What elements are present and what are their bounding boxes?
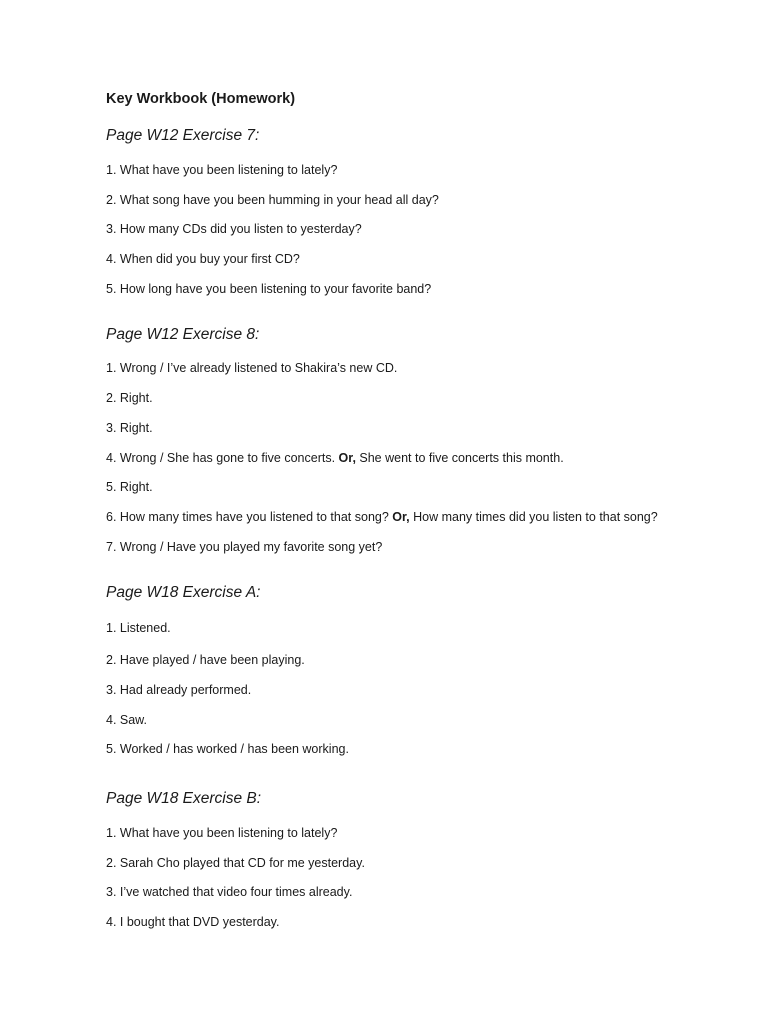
answer-line: 2. Have played / have been playing. <box>106 653 305 667</box>
answer-line: 1. What have you been listening to lately? <box>106 826 338 840</box>
answer-line: 4. I bought that DVD yesterday. <box>106 915 280 929</box>
answer-line: 5. How long have you been listening to your favorite band? <box>106 282 432 296</box>
answer-line: 4. When did you buy your first CD? <box>106 252 300 266</box>
answer-line: 1. Wrong / I’ve already listened to Shakira’s new CD. <box>106 361 398 375</box>
answer-line: 7. Wrong / Have you played my favorite song yet? <box>106 540 383 554</box>
answer-line: 1. What have you been listening to lately? <box>106 163 338 177</box>
answer-line <box>106 510 658 524</box>
answer-text: She went to five concerts this month. <box>355 451 564 465</box>
answer-text: How many times did you listen to that song? <box>409 510 658 524</box>
or-emphasis: Or, <box>338 451 356 465</box>
answer-line: 5. Right. <box>106 480 153 494</box>
answer-line: 3. Right. <box>106 421 153 435</box>
answer-line: 3. I’ve watched that video four times already. <box>106 885 353 899</box>
answer-line: 3. How many CDs did you listen to yesterday? <box>106 222 362 236</box>
answer-line: 3. Had already performed. <box>106 683 252 697</box>
answer-line: 1. Listened. <box>106 621 171 635</box>
document-title: Key Workbook (Homework) <box>106 91 296 107</box>
answer-line: 5. Worked / has worked / has been working. <box>106 742 349 756</box>
section-heading-w18-exB: Page W18 Exercise B: <box>106 790 262 807</box>
answer-line <box>106 451 564 465</box>
section-heading-w18-exA: Page W18 Exercise A: <box>106 584 261 601</box>
answer-text: 6. How many times have you listened to that song? <box>106 510 393 524</box>
answer-line: 2. Sarah Cho played that CD for me yesterday. <box>106 856 365 870</box>
answer-line: 4. Saw. <box>106 713 147 727</box>
section-heading-w12-ex8: Page W12 Exercise 8: <box>106 326 260 343</box>
answer-text: 4. Wrong / She has gone to five concerts. <box>106 451 339 465</box>
section-heading-w12-ex7: Page W12 Exercise 7: <box>106 127 260 144</box>
or-emphasis: Or, <box>392 510 410 524</box>
answer-line: 2. Right. <box>106 391 153 405</box>
answer-line: 2. What song have you been humming in your head all day? <box>106 193 439 207</box>
